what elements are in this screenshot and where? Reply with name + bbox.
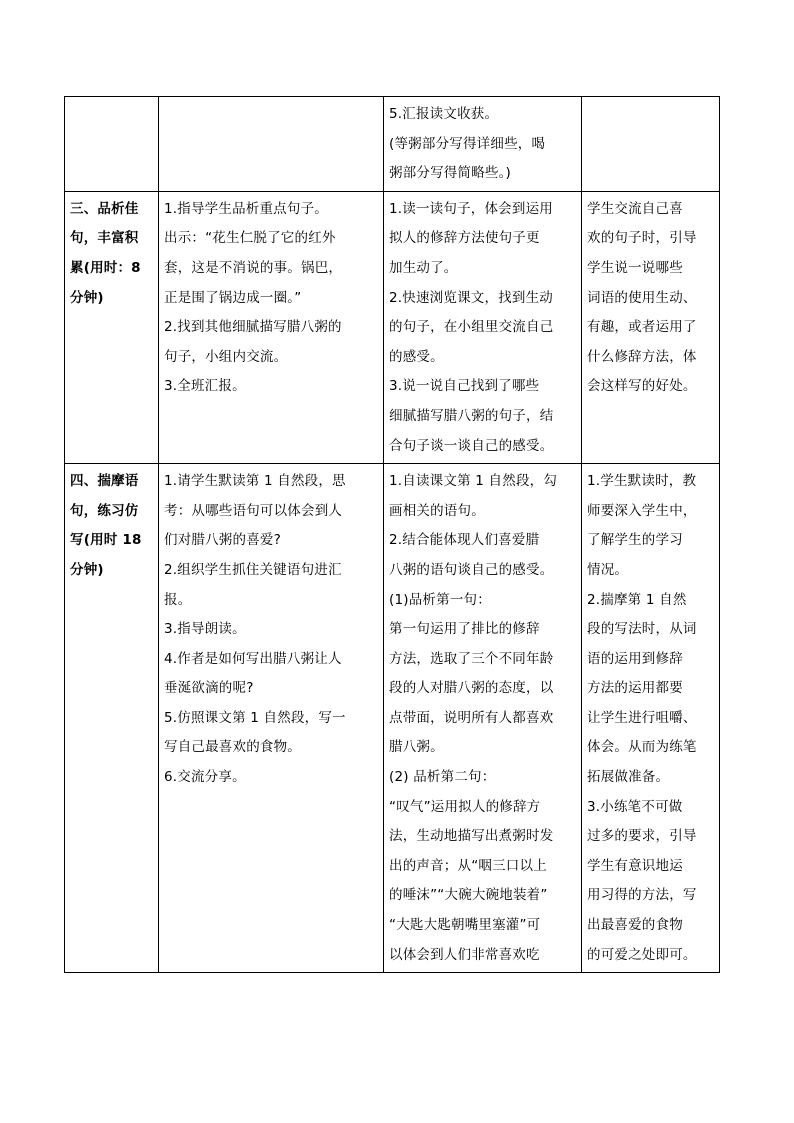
text-line: 八粥的语句谈自己的感受。: [389, 561, 554, 578]
text-line: 1.指导学生品析重点句子。: [164, 200, 328, 217]
text-line: 套，这是不消说的事。锅巴，: [164, 259, 343, 276]
text-line: 画相关的语句。: [389, 502, 485, 519]
text-line: 第一句运用了排比的修辞: [389, 621, 540, 638]
table-row: [65, 464, 720, 973]
text-line: 什么修辞方法，体: [587, 348, 697, 365]
text-line: 写自己最喜欢的食物。: [164, 739, 301, 756]
text-line: (等粥部分写得详细些，喝: [389, 135, 546, 152]
text-line: 2.结合能体现人们喜爱腊: [389, 532, 540, 549]
text-line: 2.快速浏览课文，找到生动: [389, 289, 553, 306]
text-line: 点带面，说明所有人都喜欢: [389, 709, 554, 726]
text-line: 出示：“花生仁脱了它的红外: [164, 230, 336, 247]
text-line: 的感受。: [389, 348, 444, 365]
text-line: 词语的使用生动、: [587, 289, 697, 306]
text-line: 垂涎欲滴的呢?: [164, 680, 254, 697]
text-line: “叹气”运用拟人的修辞方: [389, 798, 541, 815]
text-line: 正是围了锅边成一圈。”: [164, 289, 302, 306]
text-line: 1.自读课文第 1 自然段，勾: [389, 473, 558, 490]
text-line: 方法，选取了三个不同年龄: [389, 650, 554, 667]
text-line: 三、品析佳: [70, 200, 139, 217]
text-line: 分钟): [70, 561, 104, 578]
text-line: 句，丰富积: [70, 230, 139, 247]
text-line: 句，练习仿: [70, 502, 139, 519]
teacher-activity-cell: [159, 464, 384, 973]
student-activity-cell: [384, 191, 582, 463]
text-line: 学生交流自己喜: [587, 200, 683, 217]
text-line: 2.找到其他细腻描写腊八粥的: [164, 319, 342, 336]
text-line: 1.读一读句子，体会到运用: [389, 200, 553, 217]
text-line: 以体会到人们非常喜欢吃: [389, 946, 540, 963]
text-line: 写(用时 18: [70, 532, 142, 549]
text-line: 段的人对腊八粥的态度，以: [389, 680, 554, 697]
text-line: 累(用时：8: [70, 259, 141, 276]
text-line: 段的写法时，从词: [587, 621, 697, 638]
text-line: 5.汇报读文收获。: [389, 106, 499, 122]
text-line: 分钟): [70, 289, 104, 306]
text-line: 欢的句子时，引导: [587, 230, 697, 247]
student-activity-cell: [384, 464, 582, 973]
text-line: 学生有意识地运: [587, 857, 683, 874]
text-line: 考：从哪些语句可以体会到人: [164, 502, 343, 519]
teacher-activity-cell: [159, 191, 384, 463]
student-activity-cell: [384, 97, 582, 192]
text-line: 报。: [164, 591, 192, 608]
text-line: 句子，小组内交流。: [164, 348, 288, 365]
stage-cell: [65, 464, 159, 973]
text-line: 体会。从而为练笔: [587, 739, 697, 756]
text-line: 的可爱之处即可。: [587, 946, 697, 963]
text-line: 1.学生默读时，教: [587, 473, 697, 490]
text-line: 拓展做准备。: [587, 769, 670, 786]
text-line: (1)品析第一句：: [389, 591, 491, 608]
text-line: 法，生动地描写出煮粥时发: [389, 828, 554, 845]
text-line: 了解学生的学习: [587, 532, 683, 549]
text-line: 拟人的修辞方法使句子更: [389, 230, 540, 247]
text-line: 出的声音；从“咽三口以上: [389, 857, 547, 874]
stage-cell: [65, 191, 159, 463]
text-line: 粥部分写得简略些。): [389, 165, 512, 182]
stage-cell: [65, 97, 159, 192]
text-line: 1.请学生默读第 1 自然段，思: [164, 473, 346, 490]
text-line: 会这样写的好处。: [587, 378, 697, 395]
text-line: 3.说一说自己找到了哪些: [389, 378, 540, 395]
text-line: 4.作者是如何写出腊八粥让人: [164, 650, 342, 667]
text-line: 3.指导朗读。: [164, 621, 246, 638]
table-row: [65, 97, 720, 192]
design-notes-cell: [582, 464, 720, 973]
text-line: 3.小练笔不可做: [587, 798, 683, 815]
text-line: 3.全班汇报。: [164, 378, 246, 395]
text-line: 腊八粥。: [389, 739, 444, 756]
text-line: 让学生进行咀嚼、: [587, 709, 697, 726]
text-line: 细腻描写腊八粥的句子，结: [389, 407, 554, 424]
text-line: 语的运用到修辞: [587, 650, 683, 667]
text-line: 5.仿照课文第 1 自然段，写一: [164, 709, 346, 726]
text-line: (2) 品析第二句：: [389, 769, 496, 786]
table-row: [65, 191, 720, 463]
text-line: 合句子谈一谈自己的感受。: [389, 437, 554, 454]
text-line: 师要深入学生中，: [587, 502, 697, 519]
text-line: 2.组织学生抓住关键语句进汇: [164, 561, 342, 578]
text-line: 方法的运用都要: [587, 680, 683, 697]
teacher-activity-cell: [159, 97, 384, 192]
text-line: 们对腊八粥的喜爱?: [164, 532, 281, 549]
lesson-plan-table: [64, 96, 720, 973]
text-line: 出最喜爱的食物: [587, 917, 683, 934]
text-line: 有趣，或者运用了: [587, 319, 697, 336]
text-line: 2.揣摩第 1 自然: [587, 591, 687, 608]
text-line: 学生说一说哪些: [587, 259, 683, 276]
text-line: 6.交流分享。: [164, 769, 246, 786]
text-line: 加生动了。: [389, 259, 458, 276]
text-line: 四、揣摩语: [70, 473, 139, 490]
text-line: “大匙大匙朝嘴里塞灌”可: [389, 917, 541, 934]
design-notes-cell: [582, 97, 720, 192]
text-line: 用习得的方法，写: [587, 887, 697, 904]
text-line: 情况。: [587, 561, 629, 578]
text-line: 的唾沫”“大碗大碗地装着”: [389, 887, 548, 904]
text-line: 的句子，在小组里交流自己: [389, 319, 554, 336]
text-line: 过多的要求，引导: [587, 828, 697, 845]
design-notes-cell: [582, 191, 720, 463]
